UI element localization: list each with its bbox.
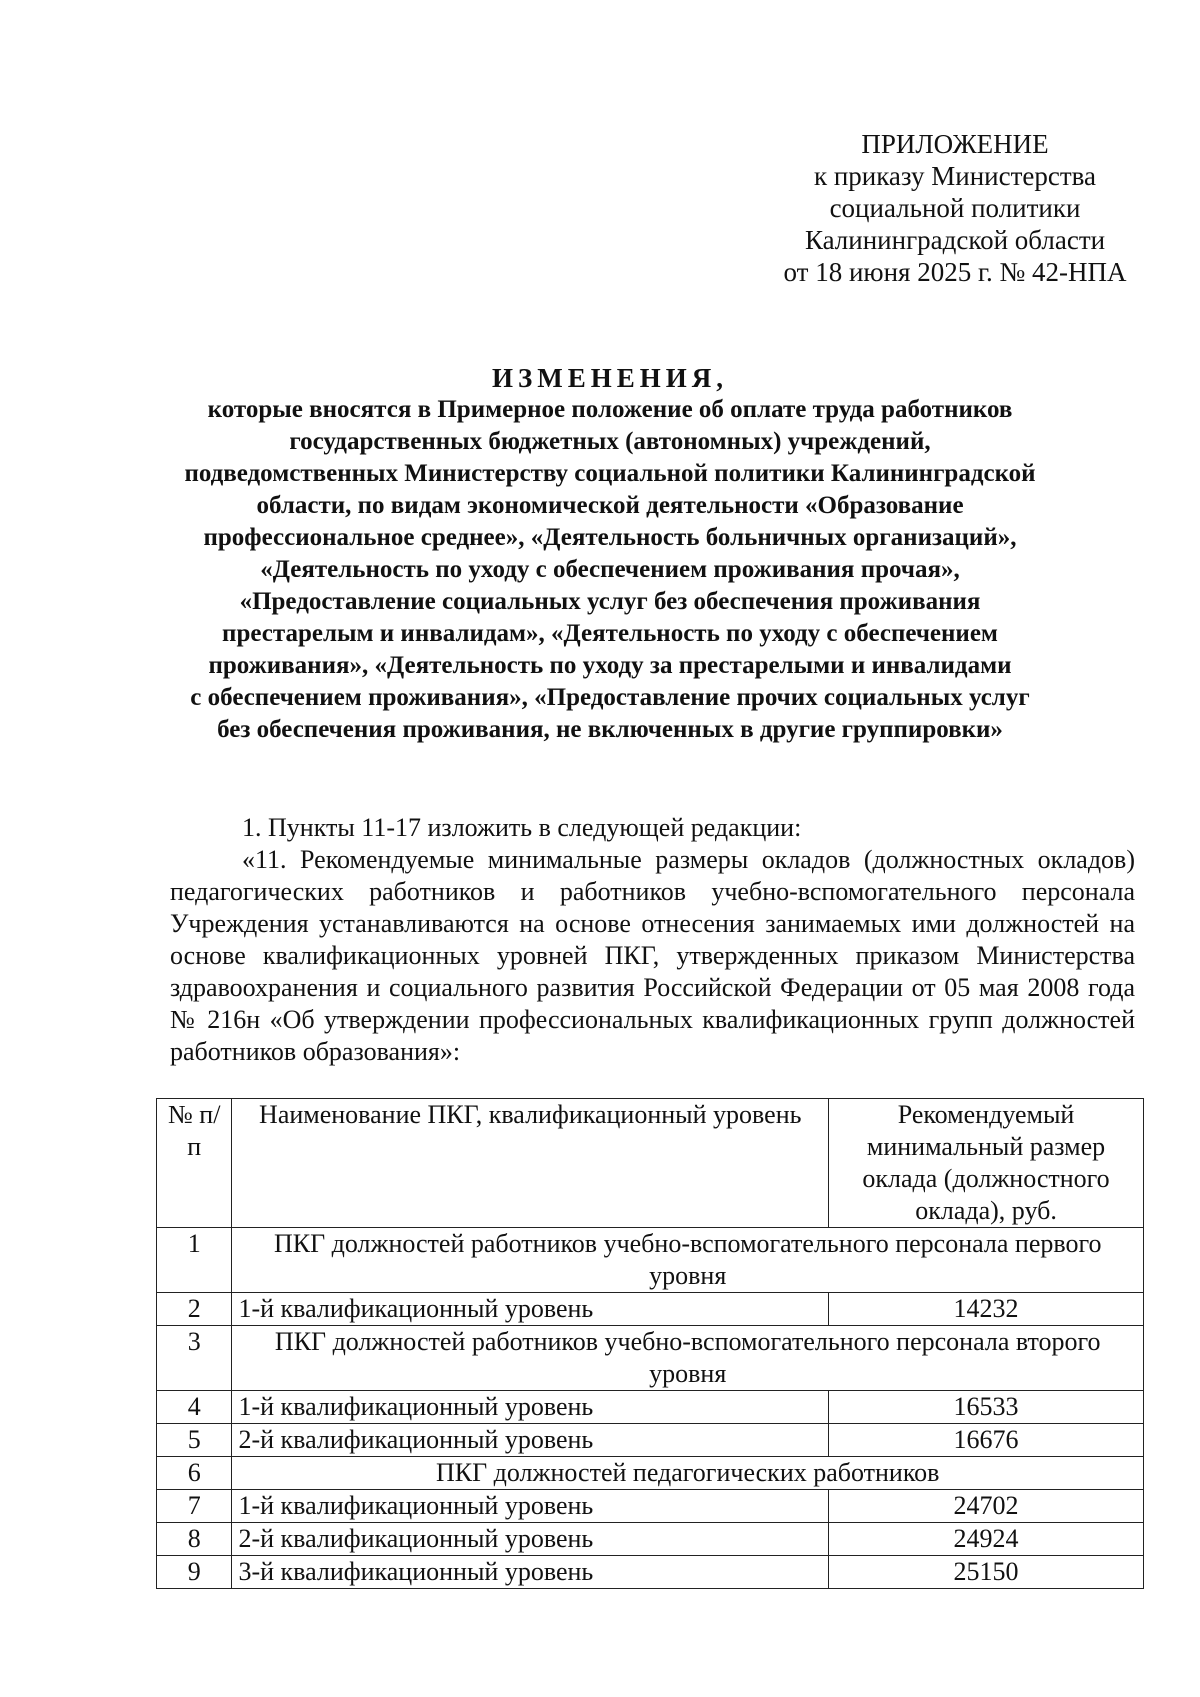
row-num: 8	[157, 1523, 232, 1556]
table-row	[157, 1490, 1144, 1523]
title-line: без обеспечения проживания, не включенных в другие группировки»	[217, 716, 1003, 743]
table-row	[157, 1424, 1144, 1457]
title-line: «Предоставление социальных услуг без обеспечения проживания	[239, 588, 981, 615]
group-name: ПКГ должностей работников учебно-вспомогательного персонала первого уровня	[232, 1228, 1144, 1293]
document-title	[150, 362, 1070, 746]
table-row	[157, 1391, 1144, 1424]
title-line: «Деятельность по уходу с обеспечением проживания прочая»,	[260, 556, 960, 583]
appendix-line: к приказу Министерства	[813, 161, 1097, 191]
group-name: ПКГ должностей работников учебно-вспомогательного персонала второго уровня	[232, 1326, 1144, 1391]
row-num: 6	[157, 1457, 232, 1490]
salary-value: 14232	[829, 1293, 1144, 1326]
title-line: престарелым и инвалидам», «Деятельность по уходу с обеспечением	[222, 620, 998, 647]
row-num: 7	[157, 1490, 232, 1523]
appendix-title: ПРИЛОЖЕНИЕ	[861, 129, 1049, 159]
appendix-block	[740, 128, 1170, 288]
title-line: проживания», «Деятельность по уходу за престарелыми и инвалидами	[208, 652, 1012, 679]
row-num: 4	[157, 1391, 232, 1424]
title-heading: ИЗМЕНЕНИЯ,	[491, 363, 728, 393]
title-line: государственных бюджетных (автономных) учреждений,	[289, 428, 931, 455]
table-row	[157, 1523, 1144, 1556]
title-line: которые вносятся в Примерное положение об оплате труда работников	[207, 396, 1013, 423]
appendix-line: Калининградской области	[804, 225, 1106, 255]
paragraph-item-1: 1. Пункты 11-17 изложить в следующей редакции:	[242, 813, 802, 842]
appendix-line: социальной политики	[829, 193, 1081, 223]
table-row	[157, 1326, 1144, 1391]
table-row	[157, 1228, 1144, 1293]
salary-table	[156, 1098, 1144, 1589]
group-name: ПКГ должностей педагогических работников	[232, 1457, 1144, 1490]
row-num: 5	[157, 1424, 232, 1457]
level-name: 3-й квалификационный уровень	[232, 1556, 829, 1589]
level-name: 2-й квалификационный уровень	[232, 1523, 829, 1556]
salary-value: 16676	[829, 1424, 1144, 1457]
title-line: профессиональное среднее», «Деятельность больничных организаций»,	[203, 524, 1017, 551]
salary-value: 24702	[829, 1490, 1144, 1523]
salary-value: 25150	[829, 1556, 1144, 1589]
row-num: 2	[157, 1293, 232, 1326]
table-row	[157, 1293, 1144, 1326]
level-name: 2-й квалификационный уровень	[232, 1424, 829, 1457]
appendix-date-number: от 18 июня 2025 г. № 42-НПА	[783, 257, 1127, 287]
row-num: 3	[157, 1326, 232, 1391]
header-num: № п/п	[157, 1099, 232, 1228]
body-text	[170, 812, 1135, 1068]
table-row	[157, 1556, 1144, 1589]
level-name: 1-й квалификационный уровень	[232, 1293, 829, 1326]
salary-value: 16533	[829, 1391, 1144, 1424]
paragraph-item-11: «11. Рекомендуемые минимальные размеры окладов (должностных окладов) педагогических работников и работников учебно-вспомогательного персонала Учреждения устанавливаются на основе отнесения занимаемых ими должностей на основе квалификационных уровней ПКГ, утвержденных приказом Министерства здравоохранения и социального развития Российской Федерации от 05 мая 2008 года № 216н «Об утверждении профессиональных квалификационных групп должностей работников образования»:	[170, 845, 1135, 1066]
title-line: с обеспечением проживания», «Предоставление прочих социальных услуг	[190, 684, 1030, 711]
header-value: Рекомендуемый минимальный размер оклада (должностного оклада), руб.	[829, 1099, 1144, 1228]
row-num: 9	[157, 1556, 232, 1589]
salary-value: 24924	[829, 1523, 1144, 1556]
table-row	[157, 1457, 1144, 1490]
row-num: 1	[157, 1228, 232, 1293]
level-name: 1-й квалификационный уровень	[232, 1391, 829, 1424]
table-header-row	[157, 1099, 1144, 1228]
level-name: 1-й квалификационный уровень	[232, 1490, 829, 1523]
header-name: Наименование ПКГ, квалификационный уровень	[232, 1099, 829, 1228]
title-line: подведомственных Министерству социальной политики Калининградской	[184, 460, 1036, 487]
title-line: области, по видам экономической деятельности «Образование	[256, 492, 964, 519]
